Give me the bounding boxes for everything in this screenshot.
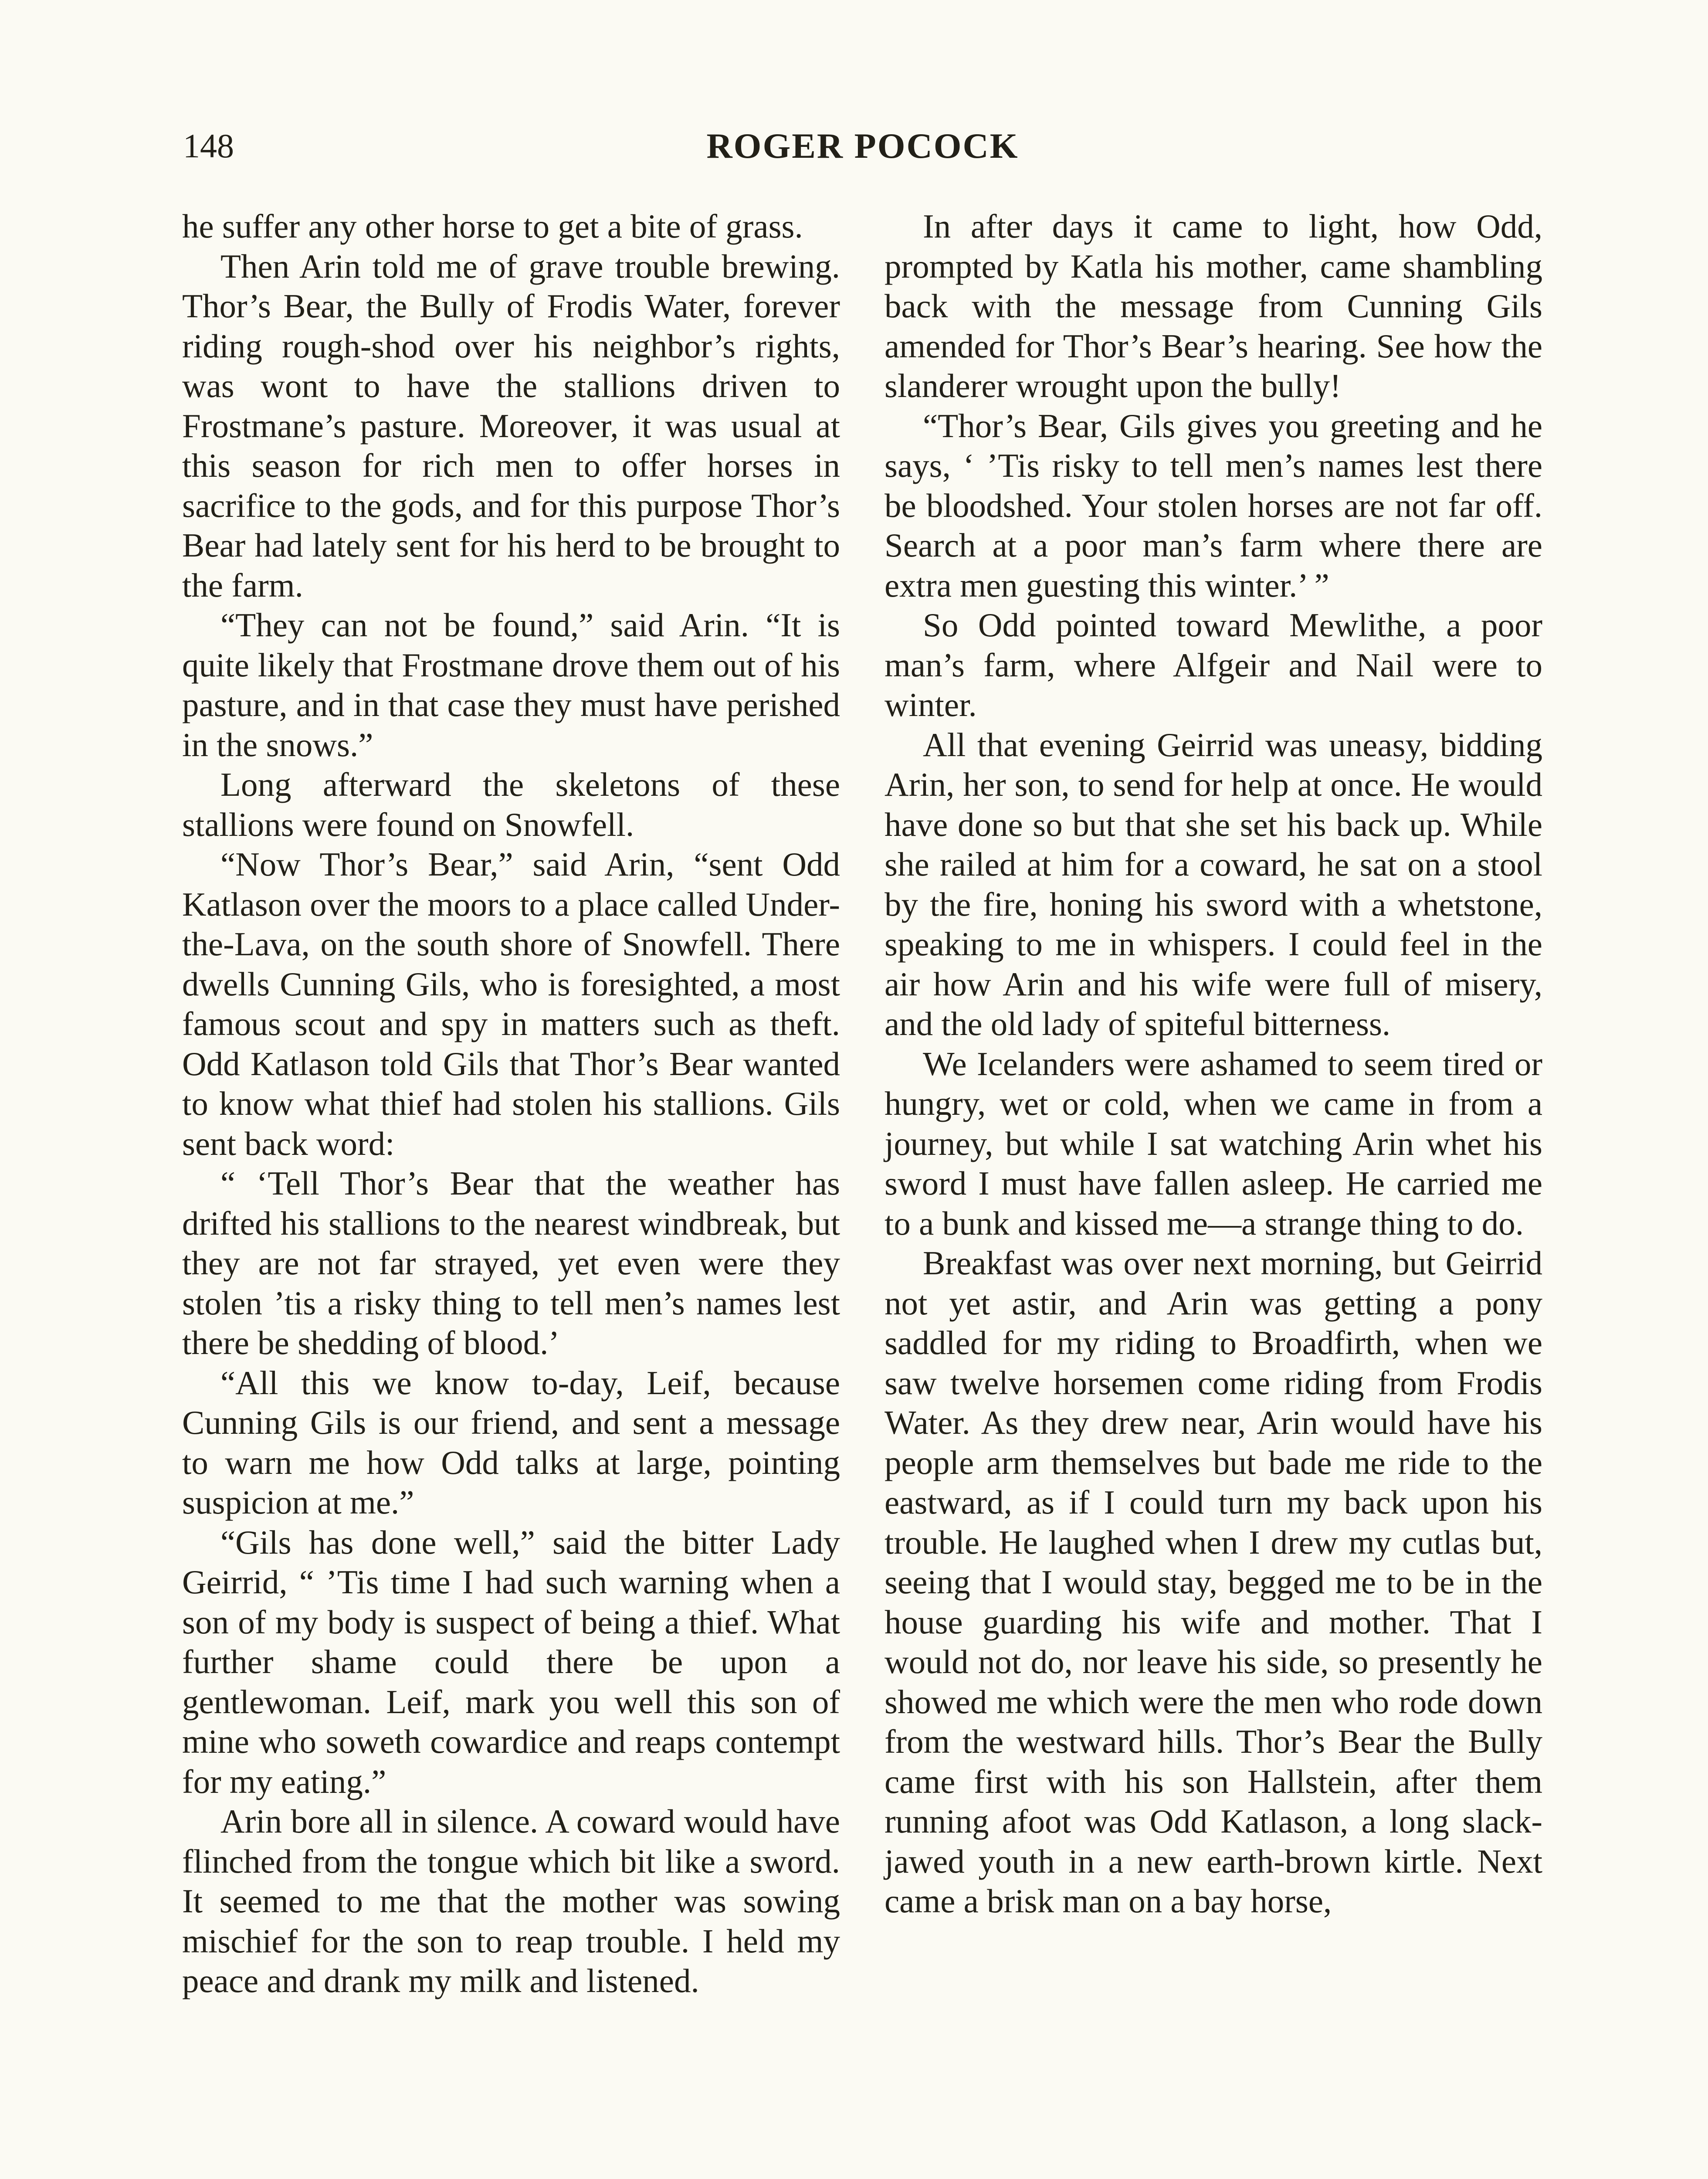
paragraph: Long afterward the skeletons of these stallions were found on Snowfell. — [182, 766, 840, 843]
paragraph: So Odd pointed toward Mewlithe, a poor man’s farm, where Alfgeir and Nail were to winter. — [884, 606, 1542, 723]
paragraph: “They can not be found,” said Arin. “It is quite likely that Frostmane drove them out of his pasture, and in that case they must have perished in the snows.” — [182, 606, 840, 764]
paragraph: Arin bore all in silence. A coward would have flinched from the tongue which bit like a sword. It seemed to me that the mother was sowing mischief for the son to reap trouble. I held my peace and drank my milk and listened. — [182, 1802, 840, 1999]
paragraph: he suffer any other horse to get a bite of grass. — [182, 207, 803, 245]
page-number: 148 — [183, 127, 234, 165]
paragraph: Then Arin told me of grave trouble brewing. Thor’s Bear, the Bully of Frodis Water, forever riding rough-shod over his neighbor’s rights, was wont to have the stallions driven to Frostmane’s pasture. Moreover, it was usual at this season for rich men to offer horses in sacrifice to the gods, and for this purpose Thor’s Bear had lately sent for his herd to be brought to the farm. — [182, 247, 840, 604]
page-header — [183, 118, 1542, 174]
paragraph: In after days it came to light, how Odd, prompted by Katla his mother, came shambling back with the message from Cunning Gils amended for Thor’s Bear’s hearing. See how the slanderer wrought upon the bully! — [884, 207, 1542, 404]
paragraph: “Gils has done well,” said the bitter Lady Geirrid, “ ’Tis time I had such warning when a son of my body is suspect of being a thief. What further shame could there be upon a gentlewoman. Leif, mark you well this son of mine who soweth cowardice and reaps contempt for my eating.” — [182, 1523, 840, 1800]
paragraph: “Thor’s Bear, Gils gives you greeting and he says, ‘ ’Tis risky to tell men’s names lest there be bloodshed. Your stolen horses are not far off. Search at a poor man’s farm where there are extra men guesting this winter.’ ” — [884, 407, 1542, 604]
paragraph: We Icelanders were ashamed to seem tired or hungry, wet or cold, when we came in from a journey, but while I sat watching Arin whet his sword I must have fallen asleep. He carried me to a bunk and kissed me—a strange thing to do. — [884, 1045, 1542, 1242]
running-head: ROGER POCOCK — [706, 126, 1019, 166]
right-column — [884, 207, 1542, 1921]
left-column — [182, 207, 840, 2001]
paragraph: “ ‘Tell Thor’s Bear that the weather has drifted his stallions to the nearest windbreak, but they are not far strayed, yet even were they stolen ’tis a risky thing to tell men’s names lest there be shedding of blood.’ — [182, 1164, 840, 1361]
paragraph: “All this we know to-day, Leif, because Cunning Gils is our friend, and sent a message to warn me how Odd talks at large, pointing suspicion at me.” — [182, 1364, 840, 1521]
paragraph: Breakfast was over next morning, but Geirrid not yet astir, and Arin was getting a pony saddled for my riding to Broadfirth, when we saw twelve horsemen come riding from Frodis Water. As they drew near, Arin would have his people arm themselves but bade me ride to the eastward, as if I could turn my back upon his trouble. He laughed when I drew my cutlas but, seeing that I would stay, begged me to be in the house guarding his wife and mother. That I would not do, nor leave his side, so presently he showed me which were the men who rode down from the westward hills. Thor’s Bear the Bully came first with his son Hallstein, after them running afoot was Odd Katlason, a long slack-jawed youth in a new earth-brown kirtle. Next came a brisk man on a bay horse, — [884, 1244, 1542, 1920]
paragraph: “Now Thor’s Bear,” said Arin, “sent Odd Katlason over the moors to a place called Under-the-Lava, on the south shore of Snowfell. There dwells Cunning Gils, who is foresighted, a most famous scout and spy in matters such as theft. Odd Katlason told Gils that Thor’s Bear wanted to know what thief had stolen his stallions. Gils sent back word: — [182, 845, 840, 1162]
paragraph: All that evening Geirrid was uneasy, bidding Arin, her son, to send for help at once. He would have done so but that she set his back up. While she railed at him for a coward, he sat on a stool by the fire, honing his sword with a whetstone, speaking to me in whispers. I could feel in the air how Arin and his wife were full of misery, and the old lady of spiteful bitterness. — [884, 726, 1542, 1042]
